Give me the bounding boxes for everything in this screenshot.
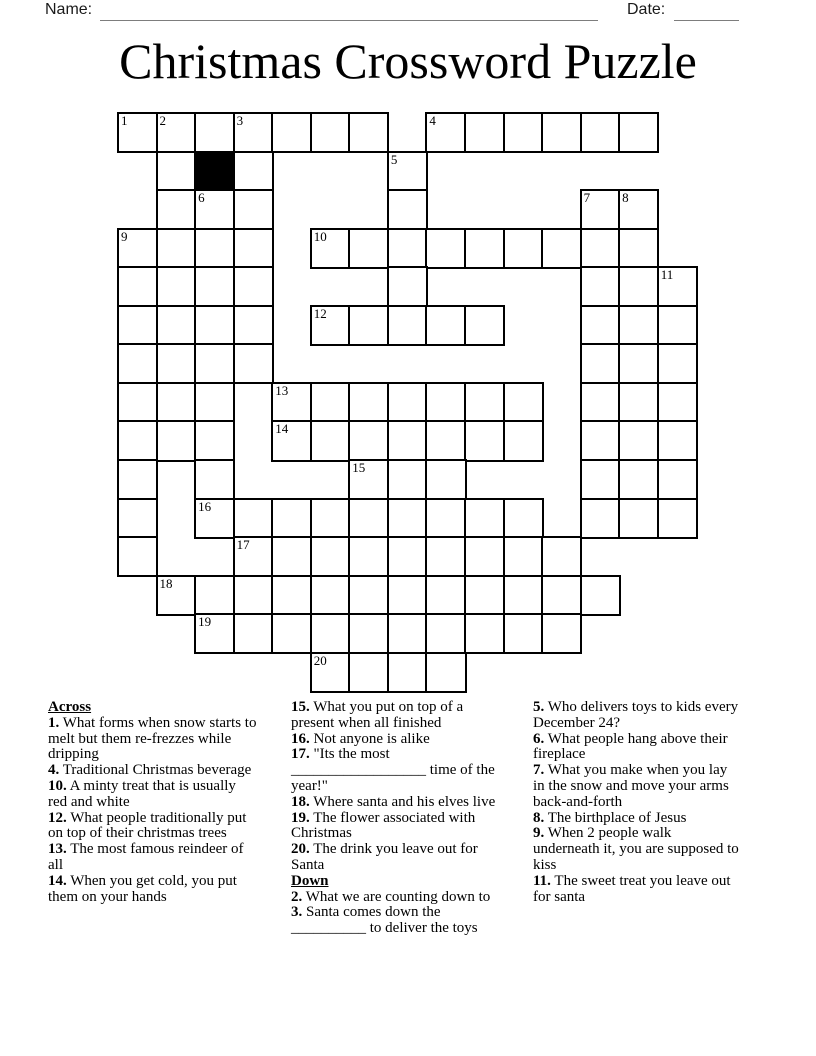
grid-cell-r11c6	[348, 536, 389, 577]
grid-cell-r3c5	[310, 228, 351, 269]
grid-cell-r7c0	[117, 382, 158, 423]
grid-cell-r9c2	[194, 459, 235, 500]
grid-cell-r13c5	[310, 613, 351, 654]
clue-number: 8.	[533, 809, 545, 826]
grid-cell-r13c4	[271, 613, 312, 654]
grid-cell-r8c4	[271, 420, 312, 461]
grid-cell-r8c6	[348, 420, 389, 461]
clue-19: 19. The flower associated with Christmas	[291, 809, 476, 842]
grid-cell-r14c6	[348, 652, 389, 693]
grid-cell-r4c7	[387, 266, 428, 307]
grid-cell-r7c8	[425, 382, 466, 423]
grid-cell-r11c7	[387, 536, 428, 577]
clue-number: 2.	[291, 888, 303, 905]
grid-cell-r10c2	[194, 498, 235, 539]
grid-cell-r0c2	[194, 112, 235, 153]
clue-8: 8. The birthplace of Jesus	[533, 809, 687, 826]
cell-number-1: 1	[121, 113, 128, 128]
grid-cell-r12c5	[310, 575, 351, 616]
puzzle-title: Christmas Crossword Puzzle	[119, 33, 697, 89]
grid-cell-r9c14	[657, 459, 698, 500]
grid-cell-r7c10	[503, 382, 544, 423]
grid-cell-r7c13	[618, 382, 659, 423]
grid-cell-r10c3	[233, 498, 274, 539]
cell-number-2: 2	[159, 113, 167, 128]
clue-number: 10.	[48, 777, 67, 794]
date-label: Date:	[627, 1, 666, 18]
grid-cell-r0c10	[503, 112, 544, 153]
cell-number-11: 11	[660, 267, 674, 283]
clue-number: 15.	[291, 699, 310, 715]
clue-4: 4. Traditional Christmas beverage	[48, 762, 252, 779]
cell-number-19: 19	[198, 614, 212, 630]
grid-cell-r3c12	[580, 228, 621, 269]
grid-cell-r2c13	[618, 189, 659, 230]
cell-number-10: 10	[313, 228, 327, 244]
grid-cell-r12c9	[464, 575, 505, 616]
grid-cell-r7c9	[464, 382, 505, 423]
clue-number: 1.	[48, 714, 60, 731]
clue-number: 7.	[533, 762, 545, 779]
grid-cell-r12c3	[233, 575, 274, 616]
grid-cell-r9c8	[425, 459, 466, 500]
clue-3: 3. Santa comes down the __________ to deliver the toys	[291, 904, 478, 937]
grid-cell-r11c8	[425, 536, 466, 577]
grid-cell-r11c11	[541, 536, 582, 577]
grid-cell-r12c7	[387, 575, 428, 616]
grid-cell-r0c12	[580, 112, 621, 153]
grid-cell-r6c1	[156, 343, 197, 384]
across-header: Across	[48, 699, 92, 715]
grid-cell-r12c12	[580, 575, 621, 616]
grid-cell-r3c9	[464, 228, 505, 269]
grid-cell-r3c10	[503, 228, 544, 269]
grid-cell-r0c3	[233, 112, 274, 153]
grid-cell-r4c2	[194, 266, 235, 307]
clue-number: 12.	[48, 809, 67, 826]
grid-cell-r7c7	[387, 382, 428, 423]
grid-cell-r8c5	[310, 420, 351, 461]
clue-number: 20.	[291, 841, 310, 858]
grid-cell-r0c13	[618, 112, 659, 153]
clue-number: 14.	[48, 872, 67, 889]
grid-cell-r5c1	[156, 305, 197, 346]
grid-cell-r12c4	[271, 575, 312, 616]
grid-cell-r8c13	[618, 420, 659, 461]
cell-number-5: 5	[390, 151, 398, 167]
clue-17: 17. "Its the most __________________ time of the year!"	[291, 746, 495, 794]
grid-cell-r8c2	[194, 420, 235, 461]
cell-number-16: 16	[198, 498, 212, 514]
grid-cell-r10c10	[503, 498, 544, 539]
grid-cell-r13c3	[233, 613, 274, 654]
grid-cell-r10c8	[425, 498, 466, 539]
grid-cell-r6c0	[117, 343, 158, 384]
grid-cell-r2c7	[387, 189, 428, 230]
grid-cell-r5c14	[657, 305, 698, 346]
clue-11: 11. The sweet treat you leave out for santa	[533, 872, 731, 905]
grid-cell-r9c12	[580, 459, 621, 500]
grid-cell-r3c8	[425, 228, 466, 269]
cell-number-8: 8	[622, 190, 629, 206]
cell-number-17: 17	[236, 537, 250, 553]
grid-cell-r10c0	[117, 498, 158, 539]
clue-number: 16.	[291, 730, 310, 747]
clue-column-1	[48, 700, 258, 905]
cell-number-15: 15	[352, 459, 366, 475]
grid-cell-r9c7	[387, 459, 428, 500]
clue-10: 10. A minty treat that is usually red and white	[48, 777, 236, 810]
grid-cell-r4c12	[580, 266, 621, 307]
grid-cell-r3c3	[233, 228, 274, 269]
grid-cell-r1c3	[233, 151, 274, 192]
clue-1: 1. What forms when snow starts to melt but them re-frezzes while dripping	[48, 714, 257, 763]
grid-cell-r8c14	[657, 420, 698, 461]
grid-cell-r7c4	[271, 382, 312, 423]
clue-number: 9.	[533, 825, 545, 842]
grid-cell-r5c6	[348, 305, 389, 346]
grid-cell-r10c14	[657, 498, 698, 539]
grid-cell-r12c10	[503, 575, 544, 616]
grid-cell-r3c7	[387, 228, 428, 269]
grid-cell-r11c3	[233, 536, 274, 577]
grid-cell-r6c14	[657, 343, 698, 384]
grid-cell-r0c11	[541, 112, 582, 153]
grid-cell-r10c6	[348, 498, 389, 539]
grid-cell-r8c8	[425, 420, 466, 461]
name-label: Name:	[45, 1, 93, 18]
grid-cell-r5c7	[387, 305, 428, 346]
grid-cell-r10c9	[464, 498, 505, 539]
cell-number-20: 20	[313, 652, 327, 668]
grid-cell-r10c7	[387, 498, 428, 539]
clue-9: 9. When 2 people walk underneath it, you are supposed to kiss	[533, 825, 739, 873]
grid-cell-r1c7	[387, 151, 428, 192]
grid-cell-r3c0	[117, 228, 158, 269]
grid-cell-r12c6	[348, 575, 389, 616]
grid-cell-r5c9	[464, 305, 505, 346]
grid-cell-r0c8	[425, 112, 466, 153]
grid-cell-r9c13	[618, 459, 659, 500]
grid-cell-r5c13	[618, 305, 659, 346]
grid-cell-r4c0	[117, 266, 158, 307]
grid-cell-r6c2	[194, 343, 235, 384]
clue-14: 14. When you get cold, you put them on your hands	[48, 872, 237, 905]
grid-cell-r7c1	[156, 382, 197, 423]
grid-cell-r3c1	[156, 228, 197, 269]
down-header: Down	[291, 872, 329, 889]
grid-cell-r8c0	[117, 420, 158, 461]
grid-cell-r6c13	[618, 343, 659, 384]
grid-cell-r13c11	[541, 613, 582, 654]
grid-cell-r13c10	[503, 613, 544, 654]
grid-cell-r2c2	[194, 189, 235, 230]
clue-2: 2. What we are counting down to	[291, 888, 491, 905]
grid-cell-r3c11	[541, 228, 582, 269]
clue-number: 5.	[533, 699, 545, 715]
grid-cell-r5c12	[580, 305, 621, 346]
grid-cell-r6c12	[580, 343, 621, 384]
cell-number-4: 4	[429, 113, 436, 128]
clue-number: 4.	[48, 762, 60, 779]
clue-5: 5. Who delivers toys to kids every December 24?	[533, 699, 739, 731]
cell-number-7: 7	[583, 190, 591, 206]
grid-cell-r8c10	[503, 420, 544, 461]
grid-cell-r12c11	[541, 575, 582, 616]
grid-cell-r13c9	[464, 613, 505, 654]
clue-13: 13. The most famous reindeer of all	[48, 841, 244, 873]
grid-cell-r0c9	[464, 112, 505, 153]
grid-cell-r3c13	[618, 228, 659, 269]
clue-column-2	[291, 700, 509, 937]
grid-cell-r0c4	[271, 112, 312, 153]
cell-number-13: 13	[275, 382, 289, 398]
clue-number: 11.	[533, 872, 551, 889]
grid-cell-r7c6	[348, 382, 389, 423]
grid-cell-r0c5	[310, 112, 351, 153]
grid-cell-r14c8	[425, 652, 466, 693]
grid-cell-r7c2	[194, 382, 235, 423]
grid-cell-r5c0	[117, 305, 158, 346]
clue-number: 19.	[291, 809, 310, 826]
grid-cell-r5c2	[194, 305, 235, 346]
grid-cell-r7c5	[310, 382, 351, 423]
grid-cell-r5c8	[425, 305, 466, 346]
grid-cell-r7c14	[657, 382, 698, 423]
grid-cell-r11c10	[503, 536, 544, 577]
grid-cell-r0c6	[348, 112, 389, 153]
grid-black-cell	[194, 151, 235, 192]
clue-number: 18.	[291, 793, 310, 810]
grid-cell-r8c7	[387, 420, 428, 461]
grid-cell-r5c3	[233, 305, 274, 346]
grid-cell-r10c5	[310, 498, 351, 539]
grid-cell-r1c1	[156, 151, 197, 192]
grid-cell-r2c3	[233, 189, 274, 230]
clue-20: 20. The drink you leave out for Santa	[291, 841, 478, 873]
cell-number-6: 6	[198, 190, 205, 206]
grid-cell-r2c12	[580, 189, 621, 230]
clue-number: 3.	[291, 904, 303, 921]
clue-18: 18. Where santa and his elves live	[291, 793, 496, 810]
grid-cell-r14c7	[387, 652, 428, 693]
grid-cell-r13c7	[387, 613, 428, 654]
grid-cell-r12c1	[156, 575, 197, 616]
grid-cell-r4c13	[618, 266, 659, 307]
clue-16: 16. Not anyone is alike	[291, 730, 430, 747]
grid-cell-r4c14	[657, 266, 698, 307]
grid-cell-r9c0	[117, 459, 158, 500]
clue-6: 6. What people hang above their fireplace	[533, 730, 728, 763]
clue-15: 15. What you put on top of a present when all finished	[291, 699, 464, 731]
grid-cell-r8c1	[156, 420, 197, 461]
grid-cell-r3c2	[194, 228, 235, 269]
cell-number-18: 18	[159, 575, 173, 591]
grid-cell-r14c5	[310, 652, 351, 693]
grid-cell-r8c12	[580, 420, 621, 461]
grid-cell-r10c4	[271, 498, 312, 539]
cell-number-9: 9	[121, 228, 128, 244]
grid-cell-r11c5	[310, 536, 351, 577]
grid-cell-r4c1	[156, 266, 197, 307]
grid-cell-r5c5	[310, 305, 351, 346]
grid-cell-r13c8	[425, 613, 466, 654]
grid-cell-r11c4	[271, 536, 312, 577]
grid-cell-r9c6	[348, 459, 389, 500]
clue-number: 17.	[291, 746, 310, 763]
clue-number: 6.	[533, 730, 545, 747]
clue-7: 7. What you make when you lay in the snow and move your arms back-and-forth	[533, 762, 729, 810]
cell-number-3: 3	[236, 113, 244, 128]
grid-cell-r8c9	[464, 420, 505, 461]
grid-cell-r6c3	[233, 343, 274, 384]
grid-cell-r13c2	[194, 613, 235, 654]
grid-cell-r3c6	[348, 228, 389, 269]
cell-number-12: 12	[313, 305, 327, 321]
grid-cell-r12c8	[425, 575, 466, 616]
clue-column-3	[533, 700, 740, 905]
clue-12: 12. What people traditionally put on top of their christmas trees	[48, 809, 247, 842]
grid-cell-r2c1	[156, 189, 197, 230]
grid-cell-r11c0	[117, 536, 158, 577]
grid-cell-r13c6	[348, 613, 389, 654]
clue-number: 13.	[48, 841, 67, 858]
grid-cell-r0c0	[117, 112, 158, 153]
grid-cell-r10c13	[618, 498, 659, 539]
grid-cell-r0c1	[156, 112, 197, 153]
grid-cell-r11c9	[464, 536, 505, 577]
grid-cell-r12c2	[194, 575, 235, 616]
cell-number-14: 14	[275, 421, 289, 437]
grid-cell-r10c12	[580, 498, 621, 539]
grid-cell-r4c3	[233, 266, 274, 307]
grid-cell-r7c12	[580, 382, 621, 423]
